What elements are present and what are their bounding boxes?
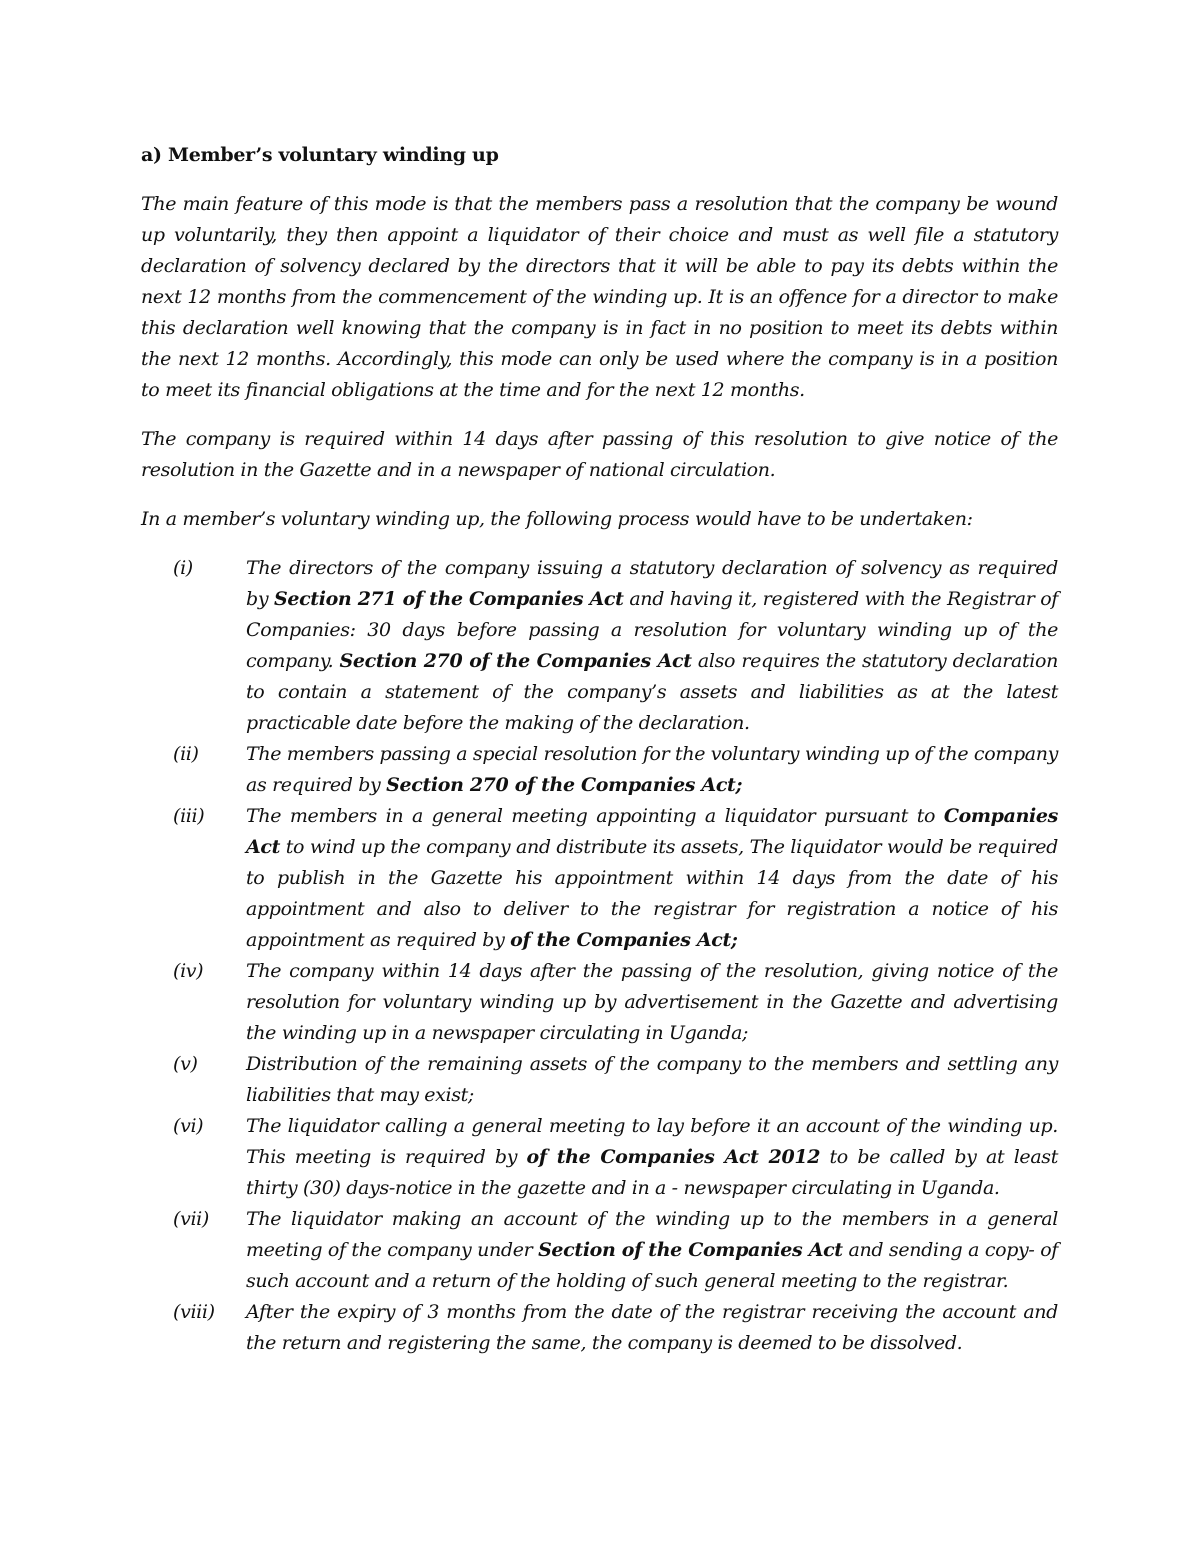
- list-item-text: Distribution of the remaining assets of the company to the members and settling any liabilities that may exist;: [246, 1053, 1058, 1106]
- statute-reference: Section 270 of the Companies Act: [339, 650, 692, 672]
- list-item-text-part: The directors of the company issuing a statutory declaration of solvency as required by: [246, 557, 1058, 610]
- list-item: [141, 801, 1058, 956]
- list-item-number: (viii): [173, 1301, 215, 1323]
- list-item-text: [246, 801, 1058, 956]
- document-page: [141, 140, 1058, 1359]
- list-item-text-part: The members passing a special resolution for the voluntary winding up of the company as required by: [246, 743, 1059, 796]
- list-item: [141, 1111, 1058, 1204]
- paragraph-main-feature: The main feature of this mode is that the members pass a resolution that the company be wound up voluntarily, they then appoint a liquidator of their choice and must as well file a statutory declaration of solvency declared by the directors that it will be able to pay its debts within the next 12 months from the commencement of the winding up. It is an offence for a director to make this declaration well knowing that the company is in fact in no position to meet its debts within the next 12 months. Accordingly, this mode can only be used where the company is in a position to meet its financial obligations at the time and for the next 12 months.: [141, 193, 1058, 401]
- statute-reference: of the Companies Act 2012: [526, 1146, 821, 1168]
- list-item: [141, 1049, 1058, 1111]
- list-item-number: (vi): [173, 1115, 204, 1137]
- list-item-number: (ii): [173, 743, 199, 765]
- list-item: [141, 553, 1058, 739]
- list-item-text: The company within 14 days after the passing of the resolution, giving notice of the resolution for voluntary winding up by advertisement in the Gazette and advertising the winding up in a newspaper circulating in Uganda;: [246, 960, 1058, 1044]
- list-item-text-part: and sending a copy- of such account and a return of the holding of such general meeting to the registrar.: [246, 1239, 1058, 1292]
- list-item-text: [246, 1204, 1058, 1297]
- list-item-text-part: The liquidator making an account of the winding up to the members in a general meeting of the company under: [246, 1208, 1058, 1261]
- statute-reference: Section 271 of the Companies Act: [273, 588, 624, 610]
- statute-reference: Section 270 of the Companies Act;: [386, 774, 743, 796]
- list-item-number: (iv): [173, 960, 204, 982]
- statute-reference: Companies Act: [246, 805, 1058, 858]
- list-item-text: [246, 553, 1058, 739]
- list-item-text-part: The members in a general meeting appointing a liquidator pursuant to: [246, 805, 944, 827]
- section-heading: a) Member’s voluntary winding up: [141, 144, 499, 166]
- list-item-text-part: to be called by at least thirty (30) days-notice in the gazette and in a - newspaper circulating in Uganda.: [246, 1146, 1058, 1199]
- list-item-text-part: to wind up the company and distribute its assets, The liquidator would be required to publish in the Gazette his appointment within 14 days from the date of his appointment and also to deliver to the registrar for registration a notice of his appointment as required by: [246, 836, 1058, 951]
- list-item-number: (i): [173, 557, 193, 579]
- list-item-text-part: and having it, registered with the Registrar of Companies: 30 days before passing a resolution for voluntary winding up of the company.: [246, 588, 1058, 672]
- list-item-text: [246, 739, 1058, 801]
- list-item-number: (vii): [173, 1208, 209, 1230]
- list-item: [141, 1297, 1058, 1359]
- statute-reference: Section of the Companies Act: [538, 1239, 843, 1261]
- list-item: [141, 1204, 1058, 1297]
- list-item-number: (iii): [173, 805, 205, 827]
- list-item-text: [246, 1111, 1058, 1204]
- list-item-text-part: also requires the statutory declaration to contain a statement of the company’s assets and liabilities as at the latest practicable date before the making of the declaration.: [246, 650, 1058, 734]
- process-list: [141, 553, 1058, 1359]
- paragraph-notice-requirement: The company is required within 14 days after passing of this resolution to give notice of the resolution in the Gazette and in a newspaper of national circulation.: [141, 428, 1058, 481]
- statute-reference: of the Companies Act;: [510, 929, 738, 951]
- list-item: [141, 739, 1058, 801]
- list-item-number: (v): [173, 1053, 198, 1075]
- list-item: [141, 956, 1058, 1049]
- list-item-text: After the expiry of 3 months from the date of the registrar receiving the account and the return and registering the same, the company is deemed to be dissolved.: [246, 1301, 1058, 1354]
- paragraph-process-intro: In a member’s voluntary winding up, the following process would have to be undertaken:: [141, 508, 973, 530]
- list-item-text-part: The liquidator calling a general meeting to lay before it an account of the winding up. This meeting is required by: [246, 1115, 1058, 1168]
